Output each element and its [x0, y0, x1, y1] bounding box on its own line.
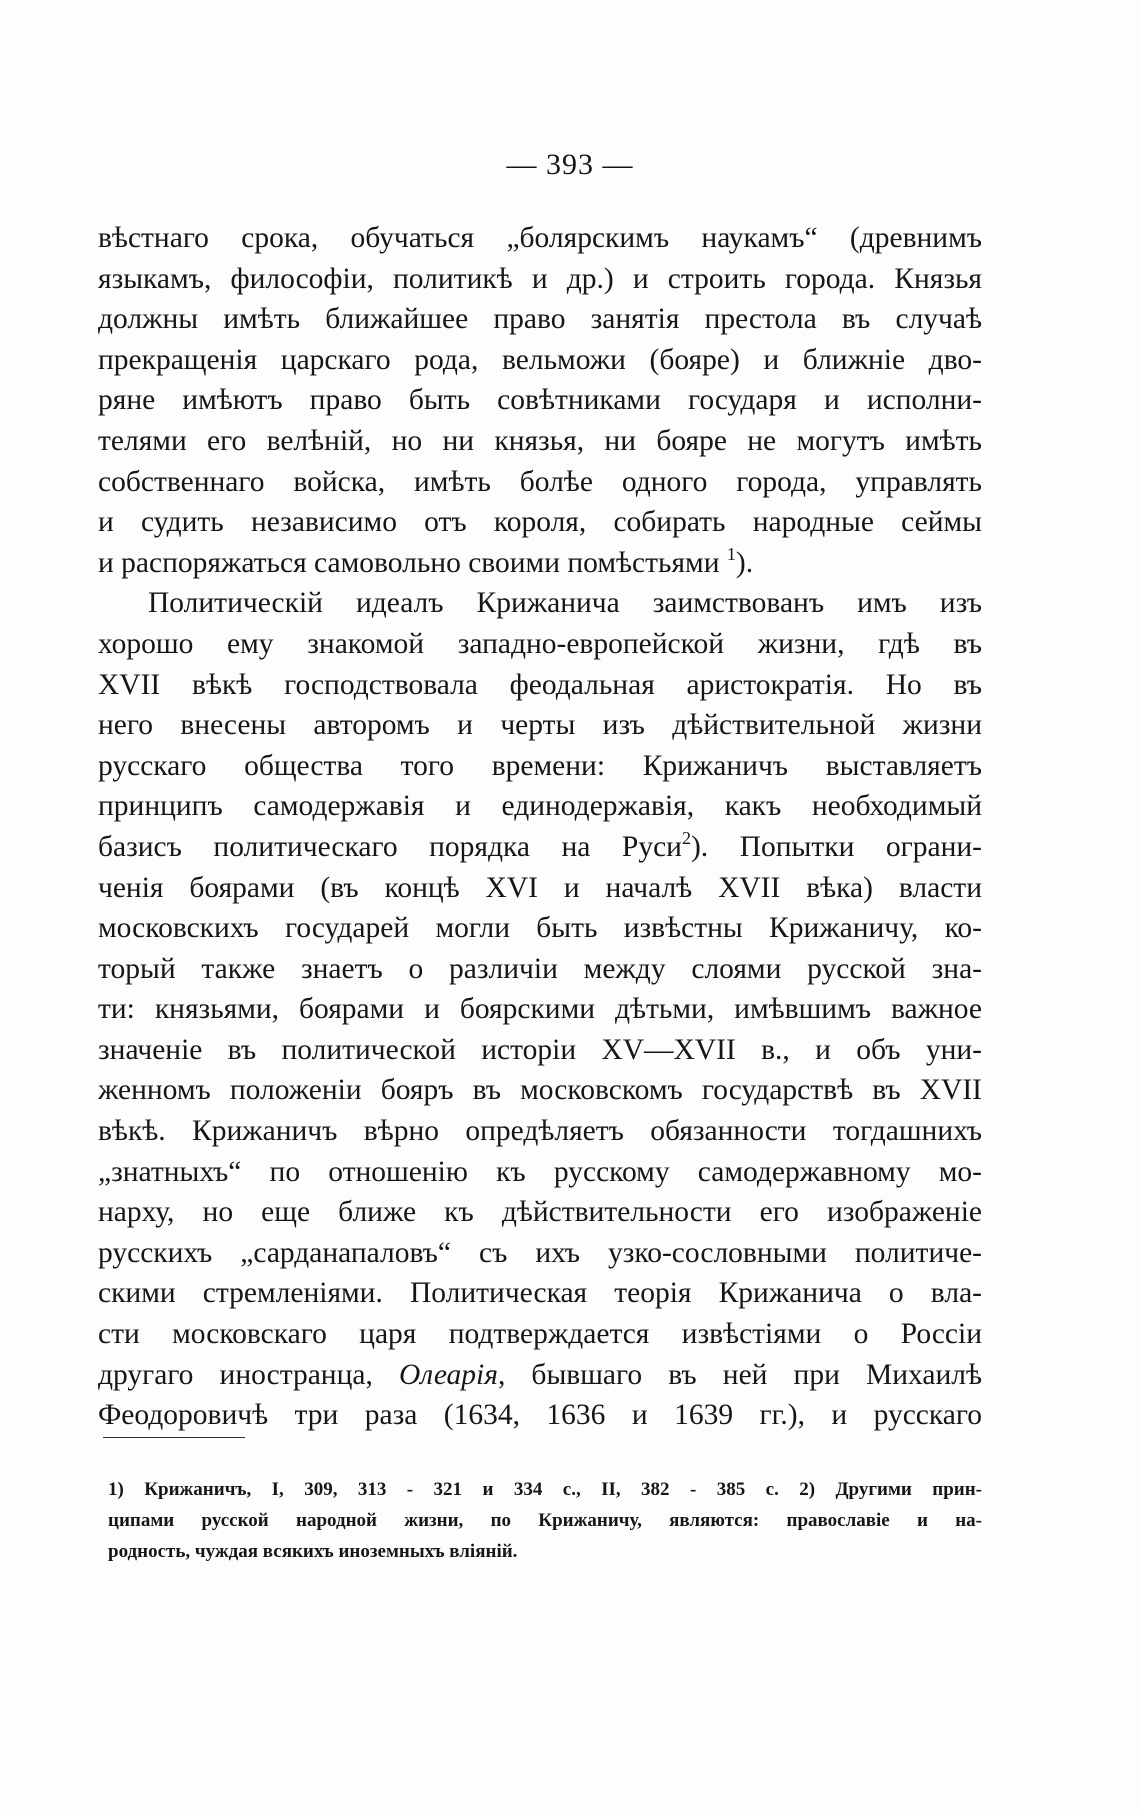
text-line: сти московскаго царя подтверждается извѣстіями о Россіи	[98, 1318, 982, 1351]
footnote-line: 1) Крижаничъ, I, 309, 313 - 321 и 334 с., II, 382 - 385 с. 2) Другими прин-	[108, 1479, 982, 1500]
text-line: XVII вѣкѣ господствовала феодальная аристократія. Но въ	[98, 668, 982, 701]
text-line: ряне имѣютъ право быть совѣтниками государя и исполни-	[98, 384, 982, 417]
footnote-ref: 2	[681, 827, 691, 848]
footnotes	[108, 1474, 982, 1567]
text-line-content: ). Попытки ограни-	[690, 830, 982, 863]
text-line: телями его велѣній, но ни князья, ни бояре не могутъ имѣть	[98, 424, 982, 457]
text-line: языкамъ, философіи, политикѣ и др.) и строить города. Князья	[98, 262, 982, 295]
text-line-content: другаго иностранца,	[98, 1358, 373, 1391]
text-line-content: , бывшаго въ ней при Михаилѣ	[497, 1358, 982, 1391]
text-line: московскихъ государей могли быть извѣстны Крижаничу, ко-	[98, 912, 982, 945]
footnote-divider	[103, 1437, 245, 1438]
footnote-ref-tail: ).	[735, 546, 754, 579]
page-number: — 393 —	[506, 148, 634, 181]
text-line-with-italic	[98, 1355, 982, 1396]
text-line: нарху, но еще ближе къ дѣйствительности его изображеніе	[98, 1196, 982, 1229]
text-line: торый также знаетъ о различіи между слоями русской зна-	[98, 952, 982, 985]
footnote-line: ципами русской народной жизни, по Крижаничу, являются: православіе и на-	[108, 1510, 982, 1531]
text-line-content: базисъ политическаго порядка на Руси	[98, 830, 682, 863]
text-line: должны имѣть ближайшее право занятія престола въ случаѣ	[98, 303, 982, 336]
text-line: прекращенія царскаго рода, вельможи (бояре) и ближніе дво-	[98, 343, 982, 376]
text-line: женномъ положеніи бояръ въ московскомъ государствѣ въ XVII	[98, 1074, 982, 1107]
text-line-with-footnote-ref	[98, 543, 982, 584]
text-line: вѣстнаго срока, обучаться „болярскимъ наукамъ“ (древнимъ	[98, 222, 982, 254]
text-line-with-footnote-ref	[98, 827, 982, 868]
text-line: скими стремленіями. Политическая теорія Крижанича о вла-	[98, 1277, 982, 1310]
text-line: и судить независимо отъ короля, собирать народные сеймы	[98, 506, 982, 539]
footnote-ref: 1	[726, 543, 736, 564]
text-line: Политическій идеалъ Крижанича заимствованъ имъ изъ	[148, 587, 982, 620]
body-text	[98, 218, 982, 1436]
text-line: Феодоровичѣ три раза (1634, 1636 и 1639 гг.), и русскаго	[98, 1399, 982, 1432]
italic-author-name: Олеарія	[398, 1358, 498, 1391]
text-line: русскаго общества того времени: Крижаничъ выставляетъ	[98, 749, 982, 782]
text-line: „знатныхъ“ по отношенію къ русскому самодержавному мо-	[98, 1155, 982, 1188]
footnote-line: родность, чуждая всякихъ иноземныхъ вліяній.	[108, 1541, 518, 1562]
text-line: хорошо ему знакомой западно-европейской жизни, гдѣ въ	[98, 627, 982, 660]
text-line: значеніе въ политической исторіи XV—XVII в., и объ уни-	[98, 1033, 982, 1066]
text-line: ти: князьями, боярами и боярскими дѣтьми, имѣвшимъ важное	[98, 993, 982, 1026]
text-line: принципъ самодержавія и единодержавія, какъ необходимый	[98, 790, 982, 823]
text-line: вѣкѣ. Крижаничъ вѣрно опредѣляетъ обязанности тогдашнихъ	[98, 1115, 982, 1148]
text-line: собственнаго войска, имѣть болѣе одного города, управлять	[98, 465, 982, 498]
text-line-content: и распоряжаться самовольно своими помѣстьями	[98, 546, 720, 579]
text-line: ченія боярами (въ концѣ XVI и началѣ XVII вѣка) власти	[98, 871, 982, 904]
text-line: русскихъ „сарданапаловъ“ съ ихъ узко-сословными политиче-	[98, 1236, 982, 1269]
text-line: него внесены авторомъ и черты изъ дѣйствительной жизни	[98, 709, 982, 742]
